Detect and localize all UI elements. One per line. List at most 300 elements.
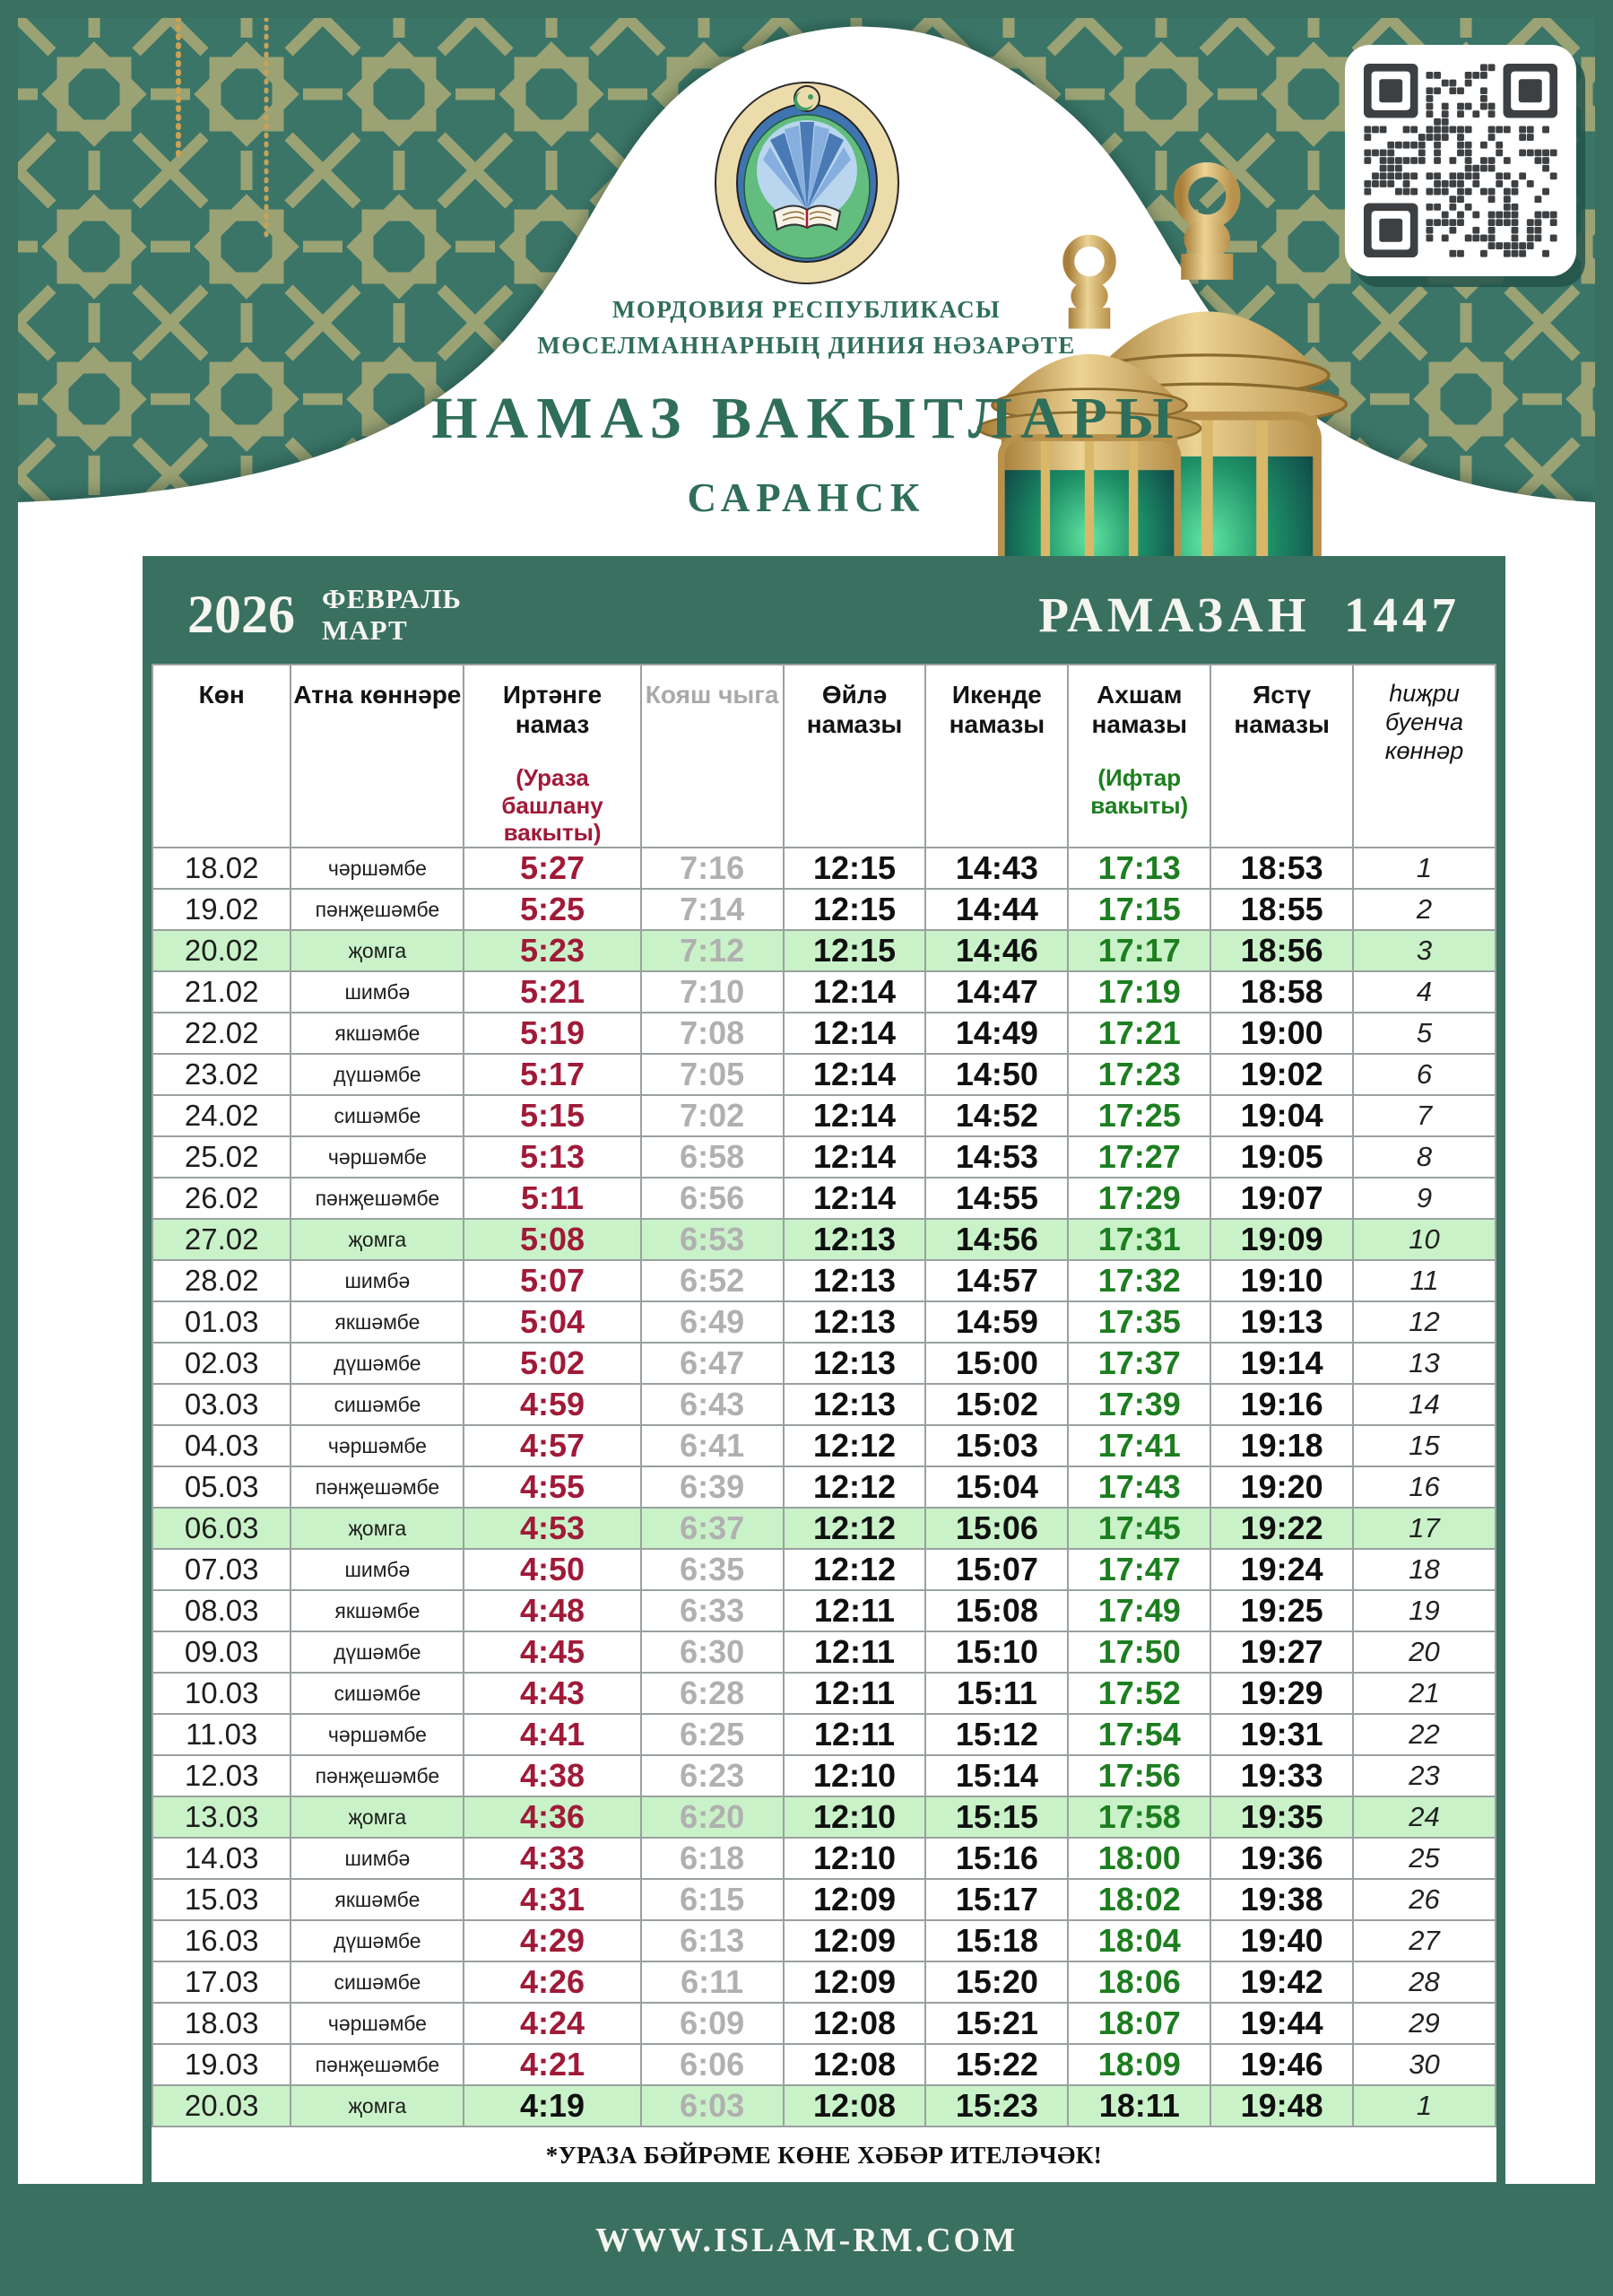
cell-asr: 14:46 (925, 930, 1068, 971)
year-label: 2026 (187, 584, 295, 644)
cell-dhuhr: 12:08 (784, 2044, 926, 2085)
cell-sunrise: 6:25 (641, 1714, 784, 1755)
cell-hijri: 23 (1353, 1755, 1496, 1796)
cell-weekday: шимбә (291, 1260, 464, 1301)
cell-isha: 19:10 (1210, 1260, 1353, 1301)
cell-isha: 19:24 (1210, 1549, 1353, 1590)
cell-fajr: 5:23 (464, 930, 640, 971)
cell-sunrise: 7:08 (641, 1013, 784, 1054)
cell-date: 08.03 (152, 1590, 291, 1631)
city-name: САРАНСК (687, 475, 926, 520)
cell-weekday: якшәмбе (291, 1013, 464, 1054)
org-name-line2: МӨСЕЛМАННАРНЫҢ ДИНИЯ НӘЗАРӘТЕ (537, 332, 1076, 359)
cell-dhuhr: 12:15 (784, 889, 926, 930)
col-header-weekday: Атна көннәре (291, 665, 464, 848)
prayer-row (152, 1384, 1496, 1425)
prayer-row (152, 1301, 1496, 1343)
cell-date: 11.03 (152, 1714, 291, 1755)
cell-maghrib: 17:17 (1068, 930, 1210, 971)
cell-fajr: 4:33 (464, 1838, 640, 1879)
cell-isha: 19:33 (1210, 1755, 1353, 1796)
cell-fajr: 4:45 (464, 1631, 640, 1673)
col-header-sunrise: Кояш чыга (641, 665, 784, 848)
cell-date: 18.02 (152, 848, 291, 889)
cell-isha: 19:07 (1210, 1178, 1353, 1219)
prayer-table-body (152, 848, 1496, 2126)
cell-sunrise: 6:58 (641, 1136, 784, 1178)
cell-asr: 15:08 (925, 1590, 1068, 1631)
cell-dhuhr: 12:11 (784, 1673, 926, 1714)
cell-fajr: 5:07 (464, 1260, 640, 1301)
cell-weekday: дүшәмбе (291, 1054, 464, 1095)
cell-dhuhr: 12:11 (784, 1631, 926, 1673)
cell-dhuhr: 12:09 (784, 1879, 926, 1920)
cell-date: 18.03 (152, 2003, 291, 2044)
cell-maghrib: 18:06 (1068, 1961, 1210, 2003)
ramadan-label: РАМАЗАН 1447 (1038, 587, 1461, 642)
cell-dhuhr: 12:14 (784, 1136, 926, 1178)
prayer-row (152, 1631, 1496, 1673)
cell-weekday: сишәмбе (291, 1673, 464, 1714)
table-header-row (152, 665, 1496, 848)
cell-weekday: шимбә (291, 971, 464, 1013)
cell-hijri: 27 (1353, 1920, 1496, 1961)
cell-hijri: 22 (1353, 1714, 1496, 1755)
cell-date: 13.03 (152, 1796, 291, 1838)
cell-date: 22.02 (152, 1013, 291, 1054)
org-name-line1: МОРДОВИЯ РЕСПУБЛИКАСЫ (611, 296, 1002, 323)
cell-maghrib: 17:56 (1068, 1755, 1210, 1796)
cell-hijri: 12 (1353, 1301, 1496, 1343)
cell-date: 04.03 (152, 1425, 291, 1466)
cell-date: 05.03 (152, 1466, 291, 1508)
cell-sunrise: 6:23 (641, 1755, 784, 1796)
cell-maghrib: 17:27 (1068, 1136, 1210, 1178)
prayer-row (152, 1095, 1496, 1136)
period-band (152, 565, 1496, 664)
prayer-row (152, 1425, 1496, 1466)
cell-isha: 19:42 (1210, 1961, 1353, 2003)
cell-weekday: җомга (291, 2085, 464, 2126)
cell-fajr: 4:31 (464, 1879, 640, 1920)
poster-title: НАМАЗ ВАКЫТЛАРЫ (431, 386, 1182, 451)
cell-sunrise: 6:52 (641, 1260, 784, 1301)
cell-date: 23.02 (152, 1054, 291, 1095)
cell-asr: 15:16 (925, 1838, 1068, 1879)
cell-sunrise: 6:33 (641, 1590, 784, 1631)
cell-weekday: шимбә (291, 1549, 464, 1590)
cell-isha: 19:18 (1210, 1425, 1353, 1466)
cell-asr: 15:22 (925, 2044, 1068, 2085)
cell-hijri: 1 (1353, 848, 1496, 889)
cell-isha: 19:02 (1210, 1054, 1353, 1095)
cell-dhuhr: 12:13 (784, 1384, 926, 1425)
cell-fajr: 5:08 (464, 1219, 640, 1260)
prayer-row (152, 1178, 1496, 1219)
timetable-sheet (143, 556, 1505, 2191)
cell-fajr: 4:38 (464, 1755, 640, 1796)
cell-fajr: 4:55 (464, 1466, 640, 1508)
cell-fajr: 5:15 (464, 1095, 640, 1136)
cell-dhuhr: 12:14 (784, 1054, 926, 1095)
cell-maghrib: 17:25 (1068, 1095, 1210, 1136)
prayer-row (152, 2003, 1496, 2044)
cell-maghrib: 17:49 (1068, 1590, 1210, 1631)
cell-asr: 15:07 (925, 1549, 1068, 1590)
cell-isha: 19:40 (1210, 1920, 1353, 1961)
col-header-maghrib: Ахшам намазы (Ифтар вакыты) (1068, 665, 1210, 848)
prayer-row (152, 1260, 1496, 1301)
cell-fajr: 4:29 (464, 1920, 640, 1961)
cell-asr: 15:04 (925, 1466, 1068, 1508)
cell-dhuhr: 12:15 (784, 930, 926, 971)
prayer-row (152, 1838, 1496, 1879)
cell-asr: 15:23 (925, 2085, 1068, 2126)
hero-section (18, 18, 1595, 556)
cell-dhuhr: 12:14 (784, 1013, 926, 1054)
cell-fajr: 5:19 (464, 1013, 640, 1054)
cell-sunrise: 6:41 (641, 1425, 784, 1466)
cell-sunrise: 6:28 (641, 1673, 784, 1714)
cell-weekday: чәршәмбе (291, 848, 464, 889)
cell-asr: 14:55 (925, 1178, 1068, 1219)
prayer-row (152, 1879, 1496, 1920)
cell-sunrise: 6:03 (641, 2085, 784, 2126)
cell-hijri: 24 (1353, 1796, 1496, 1838)
cell-hijri: 5 (1353, 1013, 1496, 1054)
cell-date: 16.03 (152, 1920, 291, 1961)
cell-dhuhr: 12:13 (784, 1260, 926, 1301)
cell-hijri: 25 (1353, 1838, 1496, 1879)
cell-fajr: 4:59 (464, 1384, 640, 1425)
cell-isha: 19:36 (1210, 1838, 1353, 1879)
cell-sunrise: 6:09 (641, 2003, 784, 2044)
cell-asr: 14:57 (925, 1260, 1068, 1301)
cell-dhuhr: 12:13 (784, 1219, 926, 1260)
cell-sunrise: 6:20 (641, 1796, 784, 1838)
prayer-row (152, 1714, 1496, 1755)
cell-dhuhr: 12:10 (784, 1755, 926, 1796)
cell-sunrise: 6:06 (641, 2044, 784, 2085)
cell-hijri: 13 (1353, 1343, 1496, 1384)
cell-asr: 15:20 (925, 1961, 1068, 2003)
cell-weekday: дүшәмбе (291, 1343, 464, 1384)
cell-dhuhr: 12:12 (784, 1508, 926, 1549)
cell-sunrise: 6:30 (641, 1631, 784, 1673)
prayer-row (152, 1961, 1496, 2003)
cell-weekday: якшәмбе (291, 1301, 464, 1343)
cell-fajr: 4:19 (464, 2085, 640, 2126)
prayer-row (152, 1013, 1496, 1054)
cell-date: 28.02 (152, 1260, 291, 1301)
cell-maghrib: 17:32 (1068, 1260, 1210, 1301)
cell-maghrib: 17:39 (1068, 1384, 1210, 1425)
cell-weekday: якшәмбе (291, 1590, 464, 1631)
cell-asr: 14:52 (925, 1095, 1068, 1136)
cell-hijri: 26 (1353, 1879, 1496, 1920)
cell-asr: 14:53 (925, 1136, 1068, 1178)
cell-weekday: сишәмбе (291, 1384, 464, 1425)
cell-weekday: сишәмбе (291, 1961, 464, 2003)
prayer-row (152, 1136, 1496, 1178)
cell-date: 02.03 (152, 1343, 291, 1384)
cell-dhuhr: 12:11 (784, 1714, 926, 1755)
cell-weekday: пәнҗешәмбе (291, 1466, 464, 1508)
cell-fajr: 4:50 (464, 1549, 640, 1590)
cell-fajr: 4:21 (464, 2044, 640, 2085)
cell-hijri: 19 (1353, 1590, 1496, 1631)
cell-weekday: пәнҗешәмбе (291, 889, 464, 930)
cell-fajr: 4:48 (464, 1590, 640, 1631)
cell-hijri: 6 (1353, 1054, 1496, 1095)
cell-isha: 18:58 (1210, 971, 1353, 1013)
cell-asr: 15:00 (925, 1343, 1068, 1384)
cell-sunrise: 6:53 (641, 1219, 784, 1260)
cell-dhuhr: 12:10 (784, 1838, 926, 1879)
cell-maghrib: 17:52 (1068, 1673, 1210, 1714)
cell-sunrise: 6:18 (641, 1838, 784, 1879)
prayer-row (152, 848, 1496, 889)
cell-maghrib: 17:21 (1068, 1013, 1210, 1054)
cell-asr: 14:44 (925, 889, 1068, 930)
cell-dhuhr: 12:15 (784, 848, 926, 889)
cell-isha: 19:22 (1210, 1508, 1353, 1549)
cell-hijri: 4 (1353, 971, 1496, 1013)
cell-dhuhr: 12:11 (784, 1590, 926, 1631)
cell-asr: 14:59 (925, 1301, 1068, 1343)
cell-weekday: дүшәмбе (291, 1631, 464, 1673)
cell-sunrise: 6:47 (641, 1343, 784, 1384)
col-header-date: Көн (152, 665, 291, 848)
prayer-row (152, 1673, 1496, 1714)
cell-maghrib: 17:58 (1068, 1796, 1210, 1838)
cell-dhuhr: 12:08 (784, 2085, 926, 2126)
cell-hijri: 9 (1353, 1178, 1496, 1219)
cell-maghrib: 18:07 (1068, 2003, 1210, 2044)
cell-asr: 15:10 (925, 1631, 1068, 1673)
cell-isha: 19:13 (1210, 1301, 1353, 1343)
cell-fajr: 5:11 (464, 1178, 640, 1219)
cell-isha: 19:05 (1210, 1136, 1353, 1178)
cell-isha: 19:27 (1210, 1631, 1353, 1673)
cell-asr: 15:14 (925, 1755, 1068, 1796)
cell-maghrib: 17:45 (1068, 1508, 1210, 1549)
prayer-row (152, 1466, 1496, 1508)
cell-isha: 19:38 (1210, 1879, 1353, 1920)
cell-weekday: пәнҗешәмбе (291, 2044, 464, 2085)
cell-fajr: 5:13 (464, 1136, 640, 1178)
cell-maghrib: 18:09 (1068, 2044, 1210, 2085)
cell-weekday: чәршәмбе (291, 1425, 464, 1466)
cell-sunrise: 6:43 (641, 1384, 784, 1425)
cell-asr: 14:56 (925, 1219, 1068, 1260)
cell-hijri: 17 (1353, 1508, 1496, 1549)
cell-date: 20.03 (152, 2085, 291, 2126)
cell-isha: 18:53 (1210, 848, 1353, 889)
cell-dhuhr: 12:14 (784, 1178, 926, 1219)
col-header-asr: Икенде намазы (925, 665, 1068, 848)
month-february: ФЕВРАЛЬ (322, 583, 462, 614)
cell-weekday: җомга (291, 1219, 464, 1260)
col-header-isha: Ястү намазы (1210, 665, 1353, 848)
cell-isha: 19:44 (1210, 2003, 1353, 2044)
prayer-row (152, 1054, 1496, 1095)
cell-hijri: 21 (1353, 1673, 1496, 1714)
cell-hijri: 18 (1353, 1549, 1496, 1590)
col-header-hijri: һиҗри буенча көннәр (1353, 665, 1496, 848)
cell-dhuhr: 12:09 (784, 1920, 926, 1961)
cell-isha: 19:35 (1210, 1796, 1353, 1838)
cell-asr: 15:18 (925, 1920, 1068, 1961)
cell-date: 12.03 (152, 1755, 291, 1796)
cell-isha: 19:14 (1210, 1343, 1353, 1384)
cell-asr: 15:17 (925, 1879, 1068, 1920)
cell-sunrise: 6:11 (641, 1961, 784, 2003)
cell-maghrib: 17:23 (1068, 1054, 1210, 1095)
cell-weekday: чәршәмбе (291, 2003, 464, 2044)
cell-dhuhr: 12:14 (784, 1095, 926, 1136)
cell-fajr: 4:57 (464, 1425, 640, 1466)
cell-weekday: җомга (291, 930, 464, 971)
cell-maghrib: 17:43 (1068, 1466, 1210, 1508)
cell-sunrise: 7:16 (641, 848, 784, 889)
cell-isha: 19:31 (1210, 1714, 1353, 1755)
cell-fajr: 4:24 (464, 2003, 640, 2044)
cell-isha: 19:46 (1210, 2044, 1353, 2085)
cell-dhuhr: 12:09 (784, 1961, 926, 2003)
month-march: МАРТ (322, 614, 408, 646)
cell-isha: 19:25 (1210, 1590, 1353, 1631)
cell-hijri: 11 (1353, 1260, 1496, 1301)
cell-date: 01.03 (152, 1301, 291, 1343)
cell-weekday: шимбә (291, 1838, 464, 1879)
cell-maghrib: 18:00 (1068, 1838, 1210, 1879)
cell-date: 14.03 (152, 1838, 291, 1879)
cell-dhuhr: 12:10 (784, 1796, 926, 1838)
cell-hijri: 28 (1353, 1961, 1496, 2003)
months-label (322, 583, 462, 646)
cell-maghrib: 17:54 (1068, 1714, 1210, 1755)
cell-maghrib: 17:13 (1068, 848, 1210, 889)
cell-maghrib: 18:02 (1068, 1879, 1210, 1920)
cell-sunrise: 6:13 (641, 1920, 784, 1961)
cell-dhuhr: 12:13 (784, 1343, 926, 1384)
cell-date: 21.02 (152, 971, 291, 1013)
prayer-row (152, 1508, 1496, 1549)
cell-fajr: 4:26 (464, 1961, 640, 2003)
prayer-row (152, 1343, 1496, 1384)
cell-dhuhr: 12:12 (784, 1466, 926, 1508)
cell-maghrib: 17:50 (1068, 1631, 1210, 1673)
prayer-row (152, 971, 1496, 1013)
cell-asr: 15:15 (925, 1796, 1068, 1838)
eid-footnote: *УРАЗА БӘЙРӘМЕ КӨНЕ ХӘБӘР ИТЕЛӘЧӘК! (545, 2142, 1103, 2170)
cell-isha: 19:16 (1210, 1384, 1353, 1425)
cell-date: 09.03 (152, 1631, 291, 1673)
cell-hijri: 29 (1353, 2003, 1496, 2044)
cell-weekday: дүшәмбе (291, 1920, 464, 1961)
cell-weekday: җомга (291, 1796, 464, 1838)
cell-hijri: 20 (1353, 1631, 1496, 1673)
cell-hijri: 14 (1353, 1384, 1496, 1425)
cell-sunrise: 6:56 (641, 1178, 784, 1219)
cell-dhuhr: 12:14 (784, 971, 926, 1013)
cell-maghrib: 17:29 (1068, 1178, 1210, 1219)
cell-date: 27.02 (152, 1219, 291, 1260)
prayer-row (152, 1796, 1496, 1838)
cell-weekday: җомга (291, 1508, 464, 1549)
cell-isha: 18:55 (1210, 889, 1353, 930)
cell-sunrise: 7:05 (641, 1054, 784, 1095)
cell-fajr: 4:41 (464, 1714, 640, 1755)
cell-asr: 14:49 (925, 1013, 1068, 1054)
cell-hijri: 8 (1353, 1136, 1496, 1178)
cell-date: 24.02 (152, 1095, 291, 1136)
cell-fajr: 5:25 (464, 889, 640, 930)
cell-weekday: чәршәмбе (291, 1714, 464, 1755)
footer-bar (0, 2184, 1613, 2296)
cell-sunrise: 6:39 (641, 1466, 784, 1508)
cell-weekday: чәршәмбе (291, 1136, 464, 1178)
cell-maghrib: 17:37 (1068, 1343, 1210, 1384)
cell-dhuhr: 12:12 (784, 1425, 926, 1466)
cell-dhuhr: 12:12 (784, 1549, 926, 1590)
cell-sunrise: 7:10 (641, 971, 784, 1013)
cell-asr: 14:47 (925, 971, 1068, 1013)
cell-hijri: 1 (1353, 2085, 1496, 2126)
cell-weekday: сишәмбе (291, 1095, 464, 1136)
cell-date: 19.02 (152, 889, 291, 930)
cell-fajr: 5:21 (464, 971, 640, 1013)
cell-date: 15.03 (152, 1879, 291, 1920)
cell-asr: 15:12 (925, 1714, 1068, 1755)
prayer-row (152, 1755, 1496, 1796)
cell-asr: 15:03 (925, 1425, 1068, 1466)
cell-isha: 19:04 (1210, 1095, 1353, 1136)
cell-hijri: 3 (1353, 930, 1496, 971)
cell-maghrib: 17:15 (1068, 889, 1210, 930)
prayer-row (152, 2044, 1496, 2085)
cell-fajr: 4:53 (464, 1508, 640, 1549)
cell-hijri: 16 (1353, 1466, 1496, 1508)
cell-sunrise: 6:15 (641, 1879, 784, 1920)
cell-date: 26.02 (152, 1178, 291, 1219)
prayer-row (152, 1219, 1496, 1260)
cell-maghrib: 17:47 (1068, 1549, 1210, 1590)
cell-date: 07.03 (152, 1549, 291, 1590)
cell-hijri: 30 (1353, 2044, 1496, 2085)
prayer-row (152, 1590, 1496, 1631)
cell-maghrib: 17:41 (1068, 1425, 1210, 1466)
prayer-row (152, 930, 1496, 971)
cell-dhuhr: 12:13 (784, 1301, 926, 1343)
cell-fajr: 5:17 (464, 1054, 640, 1095)
cell-date: 10.03 (152, 1673, 291, 1714)
cell-maghrib: 17:31 (1068, 1219, 1210, 1260)
cell-isha: 19:48 (1210, 2085, 1353, 2126)
cell-maghrib: 17:19 (1068, 971, 1210, 1013)
prayer-row (152, 889, 1496, 930)
cell-date: 20.02 (152, 930, 291, 971)
cell-date: 25.02 (152, 1136, 291, 1178)
cell-sunrise: 7:12 (641, 930, 784, 971)
cell-date: 03.03 (152, 1384, 291, 1425)
cell-isha: 19:09 (1210, 1219, 1353, 1260)
cell-sunrise: 6:49 (641, 1301, 784, 1343)
cell-asr: 15:02 (925, 1384, 1068, 1425)
cell-weekday: якшәмбе (291, 1879, 464, 1920)
cell-isha: 19:00 (1210, 1013, 1353, 1054)
